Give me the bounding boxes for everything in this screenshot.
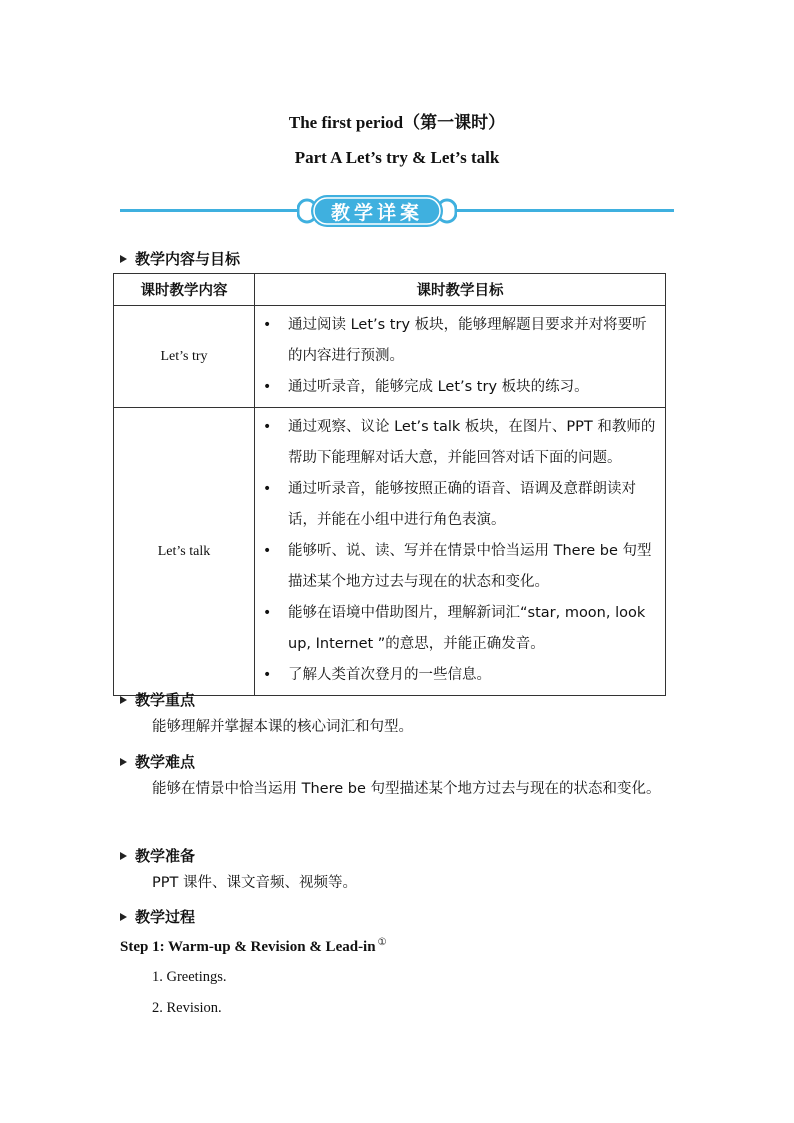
bullet-icon: • bbox=[263, 419, 272, 435]
section-banner bbox=[297, 194, 457, 228]
triangle-bullet-icon bbox=[120, 255, 127, 263]
list-item: 2. Revision. bbox=[152, 1000, 222, 1016]
table-row bbox=[114, 306, 666, 408]
bullet-icon: • bbox=[263, 481, 272, 497]
table-row bbox=[114, 408, 666, 696]
triangle-bullet-icon bbox=[120, 913, 127, 921]
list-item: • 通过听录音，能够按照正确的语音、语调及意群朗读对话，并能在小组中进行角色表演。 bbox=[261, 474, 659, 536]
bullet-icon: • bbox=[263, 605, 272, 621]
bullet-icon: • bbox=[263, 379, 272, 395]
step-title: Step 1: Warm-up & Revision & Lead-in ① bbox=[120, 937, 387, 955]
list-item: • 了解人类首次登月的一些信息。 bbox=[261, 660, 659, 691]
list-item: • 能够听、说、读、写并在情景中恰当运用 There be 句型描述某个地方过去与现在的状态和变化。 bbox=[261, 536, 659, 598]
triangle-bullet-icon bbox=[120, 852, 127, 860]
list-item: • 通过观察、议论 Let’s talk 板块，在图片、PPT 和教师的帮助下能理解对话大意，并能回答对话下面的问题。 bbox=[261, 412, 659, 474]
page-subtitle: Part A Let’s try & Let’s talk bbox=[294, 148, 500, 167]
banner-label: 教学详案 bbox=[330, 202, 423, 224]
difficulty-text: 能够在情景中恰当运用 There be 句型描述某个地方过去与现在的状态和变化。 bbox=[152, 781, 661, 797]
table-header-row bbox=[114, 274, 666, 306]
key-text: 能够理解并掌握本课的核心词汇和句型。 bbox=[152, 719, 413, 735]
triangle-bullet-icon bbox=[120, 758, 127, 766]
goals-table bbox=[113, 273, 666, 696]
page-title: The first period（第一课时） bbox=[288, 113, 506, 132]
list-item: • 通过阅读 Let’s try 板块，能够理解题目要求并对将要听的内容进行预测。 bbox=[261, 310, 659, 372]
bullet-icon: • bbox=[263, 543, 272, 559]
table-cell-content: Let’s talk bbox=[114, 408, 255, 696]
table-header-content: 课时教学内容 bbox=[114, 274, 255, 306]
section-heading-process: 教学过程 bbox=[120, 906, 195, 927]
footnote-marker: ① bbox=[377, 937, 387, 948]
section-heading-difficulty: 教学难点 bbox=[120, 751, 195, 772]
table-cell-goals bbox=[255, 408, 666, 696]
list-item: • 能够在语境中借助图片，理解新词汇“star, moon, look up, Internet ”的意思，并能正确发音。 bbox=[261, 598, 659, 660]
table-cell-goals bbox=[255, 306, 666, 408]
section-heading-key: 教学重点 bbox=[120, 689, 195, 710]
prep-text: PPT 课件、课文音频、视频等。 bbox=[152, 875, 357, 891]
table-cell-content: Let’s try bbox=[114, 306, 255, 408]
section-heading-goals: 教学内容与目标 bbox=[120, 248, 240, 269]
list-item: 1. Greetings. bbox=[152, 969, 227, 985]
bullet-icon: • bbox=[263, 317, 272, 333]
section-heading-prep: 教学准备 bbox=[120, 845, 195, 866]
banner-divider-right bbox=[456, 209, 674, 212]
bullet-icon: • bbox=[263, 667, 272, 683]
triangle-bullet-icon bbox=[120, 696, 127, 704]
list-item: • 通过听录音，能够完成 Let’s try 板块的练习。 bbox=[261, 372, 659, 403]
banner-divider-left bbox=[120, 209, 298, 212]
table-header-goals: 课时教学目标 bbox=[255, 274, 666, 306]
